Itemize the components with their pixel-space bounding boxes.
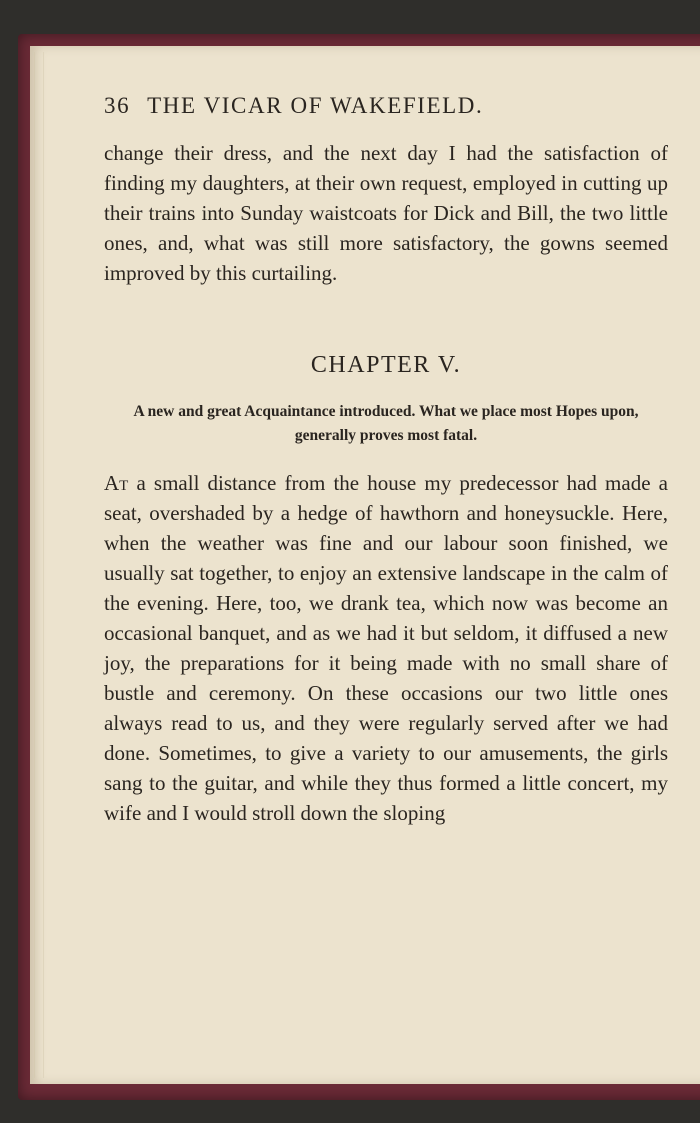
chapter-paragraph-text: a small distance from the house my predecessor had made a seat, overshaded by a hedge of hawthorn and honeysuckle. Here, when the weather was fine and our labour soon finished, we usually sat together, to enjoy an extensive landscape in the calm of the evening. Here, too, we drank tea, which now was become an occasional banquet, and as we had it but seldom, it diffused a new joy, the preparations for it being made with no small share of bustle and ceremony. On these occasions our two little ones always read to us, and they were regularly served after we had done. Sometimes, to give a variety to our amusements, the girls sang to the guitar, and while they thus formed a little concert, my wife and I would stroll down the sloping <box>104 471 668 825</box>
running-title: THE VICAR OF WAKEFIELD. <box>147 93 484 118</box>
running-head <box>104 88 668 124</box>
chapter-first-word: At <box>104 471 129 495</box>
page-number: 36 <box>104 93 131 118</box>
page-gutter-edge <box>34 52 44 1078</box>
opening-paragraph: change their dress, and the next day I had the satisfaction of finding my daughters, at their own request, employed in cutting up their trains into Sunday waistcoats for Dick and Bill, the two little ones, and, what was still more satisfactory, the gowns seemed improved by this curtailing. <box>104 141 668 285</box>
chapter-summary: A new and great Acquaintance introduced. What we place most Hopes upon, generally proves most fatal. <box>133 403 639 444</box>
page-content <box>104 88 668 828</box>
chapter-paragraph <box>104 468 668 828</box>
chapter-title: CHAPTER V. <box>310 352 462 378</box>
